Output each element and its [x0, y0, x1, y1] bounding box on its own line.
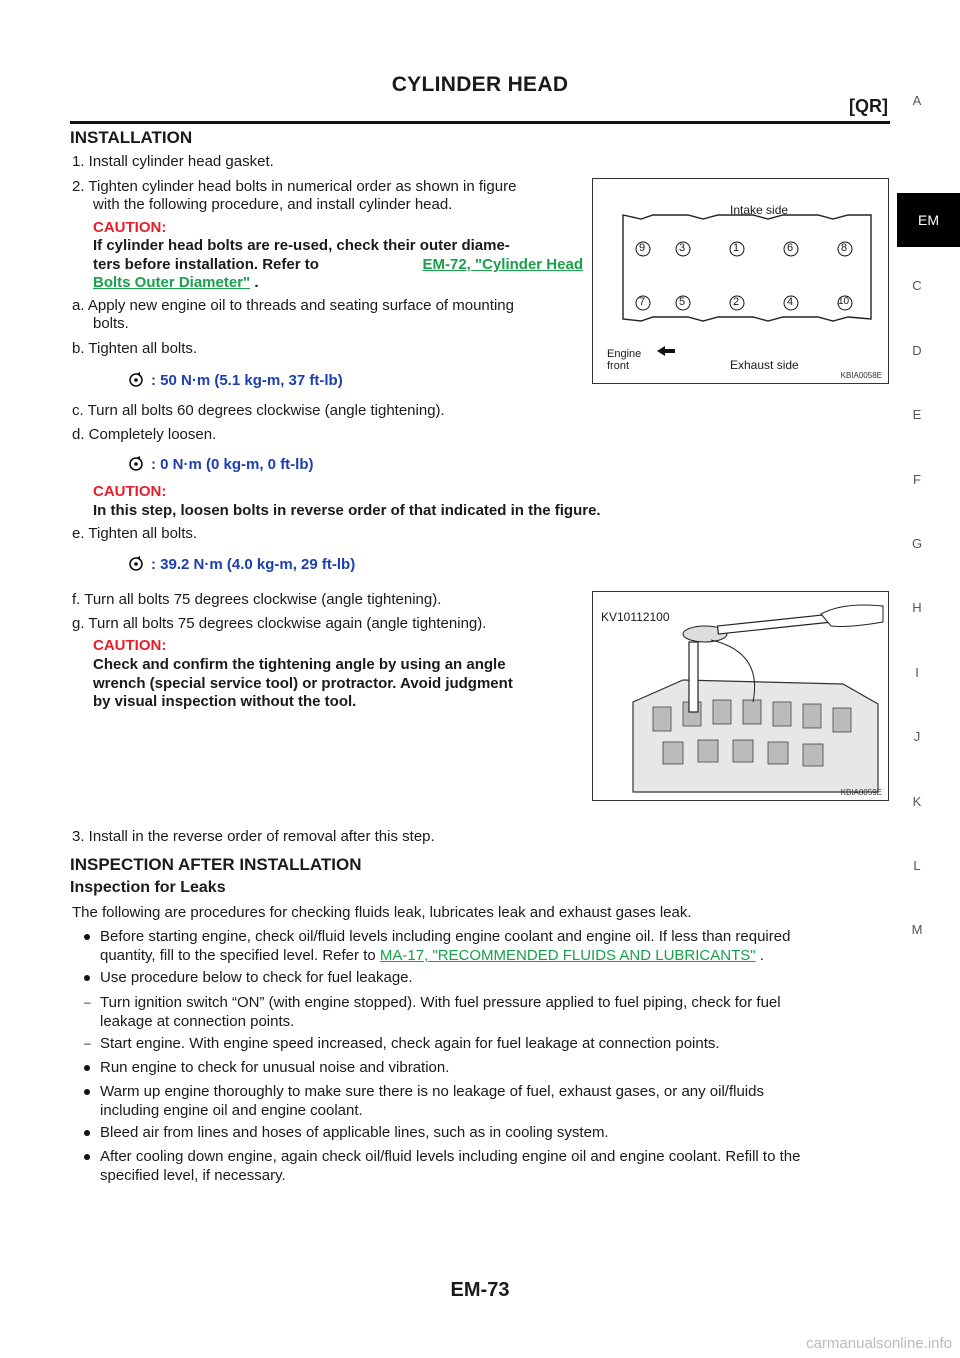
- list-item: [84, 968, 890, 987]
- bullet-icon: [84, 1065, 90, 1071]
- dash-icon: –: [84, 1036, 91, 1050]
- page-number: EM-73: [450, 1279, 510, 1301]
- index-tab-e[interactable]: E: [912, 407, 922, 422]
- index-tab-k[interactable]: K: [912, 794, 922, 809]
- bullet-icon: [84, 934, 90, 940]
- bolt-number: 3: [679, 242, 686, 254]
- bullet-text: Use procedure below to check for fuel leakage.: [100, 969, 413, 986]
- torque-wrench-icon: [127, 555, 145, 573]
- bullet-text-line2: including engine oil and engine coolant.: [100, 1102, 363, 1119]
- list-item: [84, 1123, 890, 1142]
- figure-id: KBIA0058E: [840, 371, 882, 380]
- link-em-72-line1[interactable]: EM-72, "Cylinder Head: [422, 256, 583, 273]
- index-tab-a[interactable]: A: [912, 93, 922, 108]
- section-heading-inspection: INSPECTION AFTER INSTALLATION: [70, 855, 362, 874]
- label-exhaust-side: Exhaust side: [730, 358, 799, 372]
- torque-value-3: : 39.2 N·m (4.0 kg-m, 29 ft-lb): [151, 555, 356, 573]
- caution-text-1c: [93, 273, 259, 292]
- list-item: [84, 993, 890, 1031]
- bullet-icon: [84, 1130, 90, 1136]
- caution-heading-1: CAUTION:: [93, 219, 167, 236]
- bullet-text: Bleed air from lines and hoses of applicable lines, such as in cooling system.: [100, 1124, 609, 1141]
- bullet-text-line1: After cooling down engine, again check oil/fluid levels including engine oil and engine coolant. Refill to the: [100, 1148, 801, 1165]
- list-item: [84, 1082, 890, 1120]
- bullet-text: Run engine to check for unusual noise and vibration.: [100, 1059, 450, 1076]
- bullet-text-line1: Before starting engine, check oil/fluid levels including engine coolant and engine oil. If less than required: [100, 928, 791, 945]
- bullet-text-line2: specified level, if necessary.: [100, 1167, 286, 1184]
- caution-text-1a: If cylinder head bolts are re-used, check their outer diame-: [93, 237, 510, 254]
- bullet-icon: [84, 1154, 90, 1160]
- bolt-number: 1: [733, 242, 740, 254]
- bolt-number: 6: [787, 242, 794, 254]
- index-tab-l[interactable]: L: [913, 858, 921, 873]
- index-tab-f[interactable]: F: [913, 472, 921, 487]
- figure-angle-wrench: [592, 591, 889, 801]
- section-heading-installation: INSTALLATION: [70, 128, 193, 147]
- step-e: e. Tighten all bolts.: [72, 525, 198, 542]
- tool-label: KV10112100: [601, 610, 670, 624]
- label-engine: Engine: [607, 348, 642, 360]
- torque-spec-1: [127, 371, 343, 389]
- page-title: CYLINDER HEAD: [391, 73, 569, 96]
- torque-value-2: : 0 N·m (0 kg-m, 0 ft-lb): [151, 455, 314, 473]
- caution-text-3a: Check and confirm the tightening angle by using an angle: [93, 656, 506, 673]
- step-c: c. Turn all bolts 60 degrees clockwise (angle tightening).: [72, 402, 445, 419]
- torque-value-1: : 50 N·m (5.1 kg-m, 37 ft-lb): [151, 371, 343, 389]
- bolt-number: 5: [679, 296, 686, 308]
- bolt-number: 9: [639, 242, 646, 254]
- step-f: f. Turn all bolts 75 degrees clockwise (angle tightening).: [72, 591, 442, 608]
- bolt-number: 7: [639, 296, 646, 308]
- list-item: [84, 1034, 890, 1053]
- subsection-heading-leaks: Inspection for Leaks: [70, 879, 226, 896]
- bullet-icon: [84, 1089, 90, 1095]
- caution-text-3c: by visual inspection without the tool.: [93, 693, 357, 710]
- bolt-number: 8: [841, 242, 848, 254]
- torque-wrench-icon: [127, 371, 145, 389]
- torque-spec-2: [127, 455, 314, 473]
- caution-heading-2: CAUTION:: [93, 483, 167, 500]
- index-tab-g[interactable]: G: [911, 536, 923, 551]
- caution-text-1b: [93, 255, 583, 274]
- step-g: g. Turn all bolts 75 degrees clockwise again (angle tightening).: [72, 615, 487, 632]
- caution-text-3b: wrench (special service tool) or protractor. Avoid judgment: [93, 675, 513, 692]
- step-b: b. Tighten all bolts.: [72, 340, 198, 357]
- figure-id: KBIA0059E: [840, 788, 882, 797]
- index-tab-d[interactable]: D: [912, 343, 922, 358]
- caution-heading-3: CAUTION:: [93, 637, 167, 654]
- bolt-number: 4: [787, 296, 794, 308]
- watermark: carmanualsonline.info: [806, 1335, 952, 1352]
- link-ma-17[interactable]: MA-17, "RECOMMENDED FLUIDS AND LUBRICANTS": [379, 947, 756, 964]
- step-3: 3. Install in the reverse order of removal after this step.: [72, 828, 435, 845]
- list-item: [84, 927, 890, 965]
- torque-wrench-icon: [127, 455, 145, 473]
- step-a-line1: a. Apply new engine oil to threads and seating surface of mounting: [72, 297, 514, 314]
- index-tab-em[interactable]: EM: [897, 193, 960, 247]
- caution-text-1b-prefix: ters before installation. Refer to: [93, 256, 319, 273]
- bolt-number: 10: [838, 296, 850, 307]
- label-front: front: [607, 360, 630, 372]
- list-item: [84, 1147, 890, 1185]
- dash-text-line1: Turn ignition switch “ON” (with engine stopped). With fuel pressure applied to fuel piping, check for fuel: [100, 994, 781, 1011]
- step-2-line1: 2. Tighten cylinder head bolts in numerical order as shown in figure: [72, 178, 517, 195]
- bolt-number: 2: [733, 296, 740, 308]
- arrow-left-icon: [657, 346, 675, 356]
- index-tab-h[interactable]: H: [912, 600, 922, 615]
- link-em-72-line2[interactable]: Bolts Outer Diameter": [93, 274, 251, 291]
- bullet-text-line1: Warm up engine thoroughly to make sure there is no leakage of fuel, exhaust gases, or any oil/fluids: [100, 1083, 764, 1100]
- index-tab-j[interactable]: J: [913, 729, 921, 744]
- dash-icon: –: [84, 995, 91, 1009]
- index-tab-i[interactable]: I: [915, 665, 919, 680]
- step-1: 1. Install cylinder head gasket.: [72, 153, 274, 170]
- dash-text-line2: leakage at connection points.: [100, 1013, 295, 1030]
- bullet-icon: [84, 975, 90, 981]
- bullet-text-end: .: [755, 947, 764, 964]
- caution-text-2: In this step, loosen bolts in reverse order of that indicated in the figure.: [93, 502, 601, 519]
- label-intake-side: Intake side: [730, 203, 789, 217]
- caution-text-1c-end: .: [250, 274, 259, 291]
- torque-spec-3: [127, 555, 355, 573]
- figure-bolt-order: [592, 178, 889, 384]
- bullet-text-prefix: quantity, fill to the specified level. Refer to: [100, 947, 380, 964]
- index-tab-m[interactable]: M: [911, 922, 923, 937]
- inspection-intro: The following are procedures for checking fluids leak, lubricates leak and exhaust gases leak.: [72, 904, 692, 921]
- header-divider: [70, 121, 890, 124]
- step-a-line2: bolts.: [93, 315, 129, 332]
- index-tab-c[interactable]: C: [912, 278, 922, 293]
- step-d: d. Completely loosen.: [72, 426, 217, 443]
- list-item: [84, 1058, 890, 1077]
- bullet-text-line2: [100, 946, 890, 965]
- dash-text: Start engine. With engine speed increased, check again for fuel leakage at connection points.: [100, 1035, 720, 1052]
- engine-code: [QR]: [849, 96, 888, 116]
- step-2-line2: with the following procedure, and install cylinder head.: [93, 196, 453, 213]
